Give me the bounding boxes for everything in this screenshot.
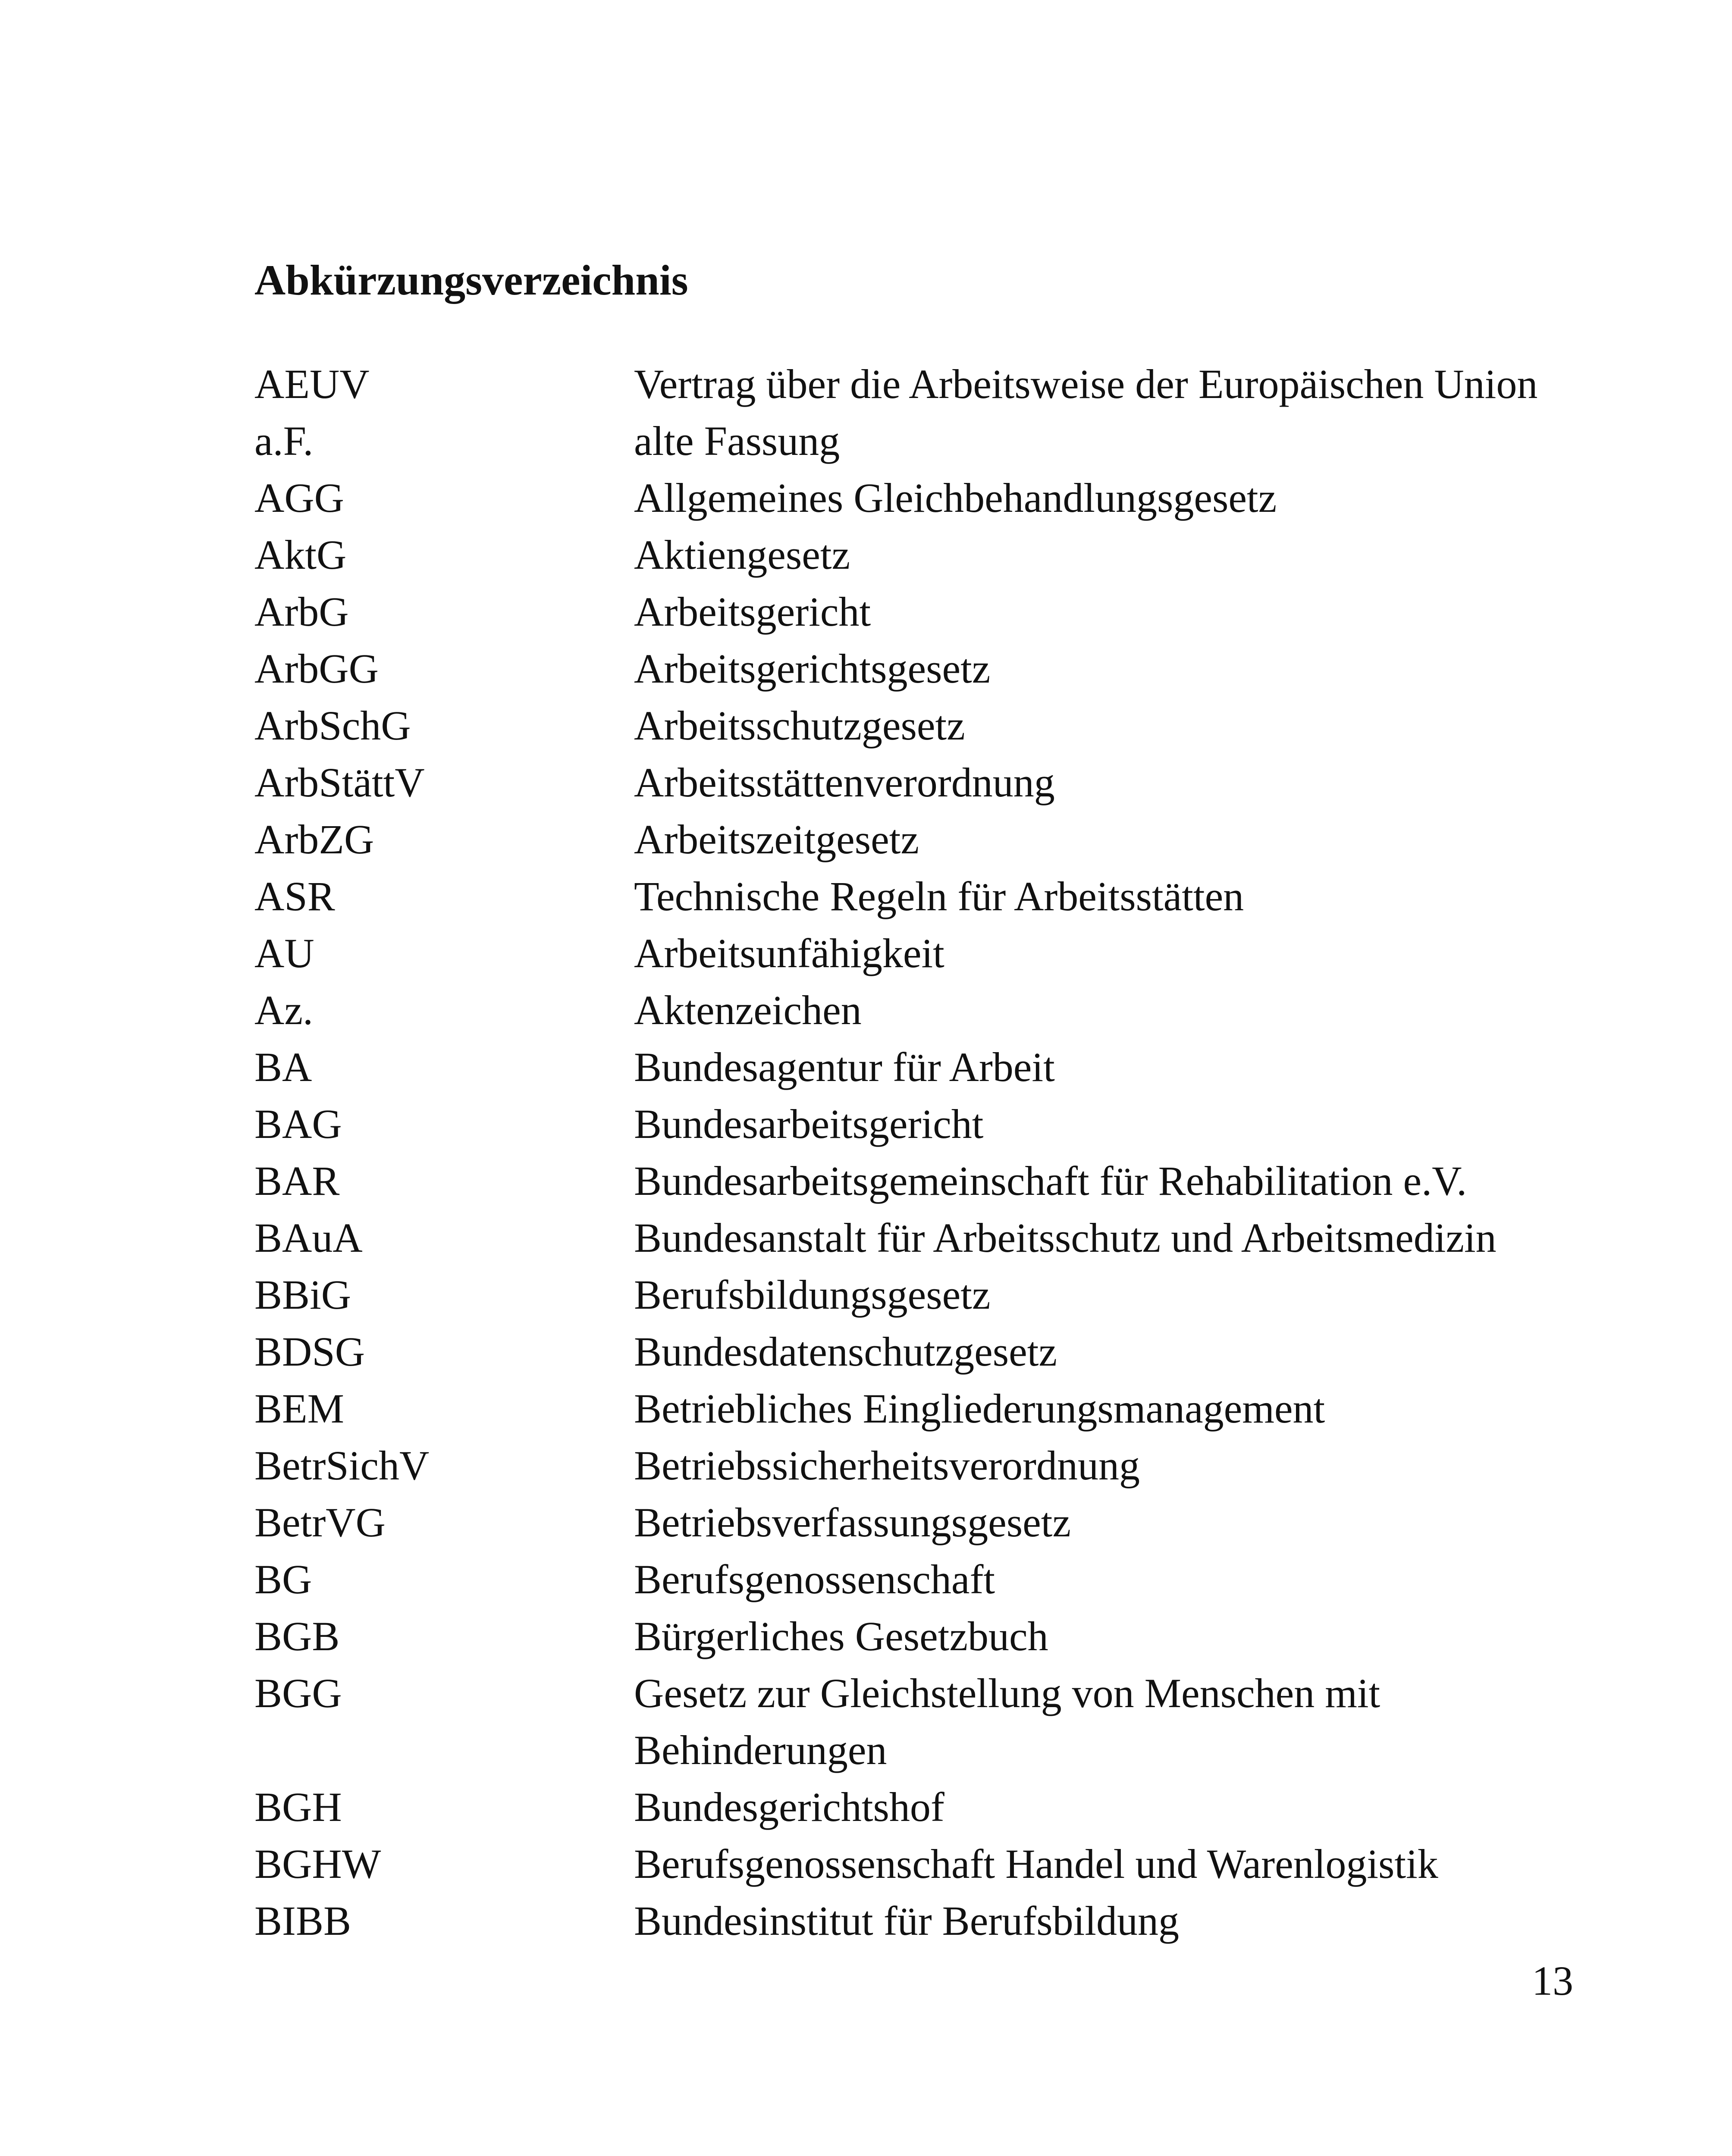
definition: Allgemeines Gleichbehandlungsgesetz [634,475,1277,521]
abbreviation: BGH [254,1784,342,1830]
list-item [254,1893,1613,1949]
abbreviation: a.F. [254,418,314,464]
definition: Arbeitsunfähigkeit [634,930,944,976]
list-item [254,754,1613,811]
definition: Arbeitsgericht [634,589,871,635]
abbreviation: BGG [254,1670,342,1716]
abbreviation: ArbSchG [254,702,411,749]
abbreviation: BDSG [254,1329,365,1375]
list-item [254,526,1613,583]
definition: Aktiengesetz [634,532,850,578]
definition: Berufsbildungsgesetz [634,1272,991,1318]
abbreviation: Az. [254,987,313,1033]
list-item [254,1608,1613,1665]
list-item [254,811,1613,868]
definition: Bundesanstalt für Arbeitsschutz und Arbeitsmedizin [634,1215,1497,1261]
list-item [254,1665,1613,1779]
definition: Bürgerliches Gesetzbuch [634,1613,1048,1659]
list-item [254,1779,1613,1836]
definition: Arbeitszeitgesetz [634,816,919,862]
definition: Gesetz zur Gleichstellung von Menschen mit Behinderungen [634,1670,1381,1773]
abbreviation: ArbStättV [254,759,425,805]
list-item [254,982,1613,1039]
abbreviation: BAG [254,1101,342,1147]
list-item [254,470,1613,526]
list-item [254,640,1613,697]
abbreviation: BG [254,1556,312,1602]
list-item [254,1153,1613,1210]
definition: Bundesgerichtshof [634,1784,944,1830]
list-item [254,925,1613,982]
abbreviation: BIBB [254,1898,351,1944]
abbreviation: ArbGG [254,646,379,692]
abbreviation: BA [254,1044,312,1090]
abbreviation: BAR [254,1158,340,1204]
definition: Arbeitsschutzgesetz [634,702,965,749]
abbreviation: AEUV [254,361,370,407]
page-number: 13 [1532,1958,1573,2004]
abbreviation: ArbZG [254,816,374,862]
abbreviation: BetrVG [254,1499,386,1545]
list-item [254,1836,1613,1893]
list-item [254,1437,1613,1494]
page-title: Abkürzungsverzeichnis [254,256,688,304]
definition: Arbeitsgerichtsgesetz [634,646,991,692]
definition: Berufsgenossenschaft [634,1556,995,1602]
list-item [254,697,1613,754]
abbreviation: BGB [254,1613,340,1659]
abbreviation: AGG [254,475,344,521]
abbreviation: ASR [254,873,335,919]
abbreviation: AU [254,930,314,976]
definition: Berufsgenossenschaft Handel und Warenlogistik [634,1841,1438,1887]
abbreviation: AktG [254,532,347,578]
abbreviation: BetrSichV [254,1442,430,1489]
list-item [254,868,1613,925]
list-item [254,1380,1613,1437]
definition: Betriebsverfassungsgesetz [634,1499,1071,1545]
definition: Betriebliches Eingliederungsmanagement [634,1385,1325,1432]
list-item [254,1096,1613,1153]
abbreviation: BEM [254,1385,345,1432]
list-item [254,1494,1613,1551]
definition: Arbeitsstättenverordnung [634,759,1055,805]
definition: Aktenzeichen [634,987,862,1033]
definition: Bundesinstitut für Berufsbildung [634,1898,1179,1944]
list-item [254,413,1613,470]
abbreviation: BGHW [254,1841,381,1887]
definition: Bundesagentur für Arbeit [634,1044,1055,1090]
list-item [254,1266,1613,1323]
definition: Betriebssicherheitsverordnung [634,1442,1140,1489]
definition: Vertrag über die Arbeitsweise der Europäischen Union [634,361,1538,407]
list-item [254,1323,1613,1380]
abbreviation: BBiG [254,1272,351,1318]
abbreviation: BAuA [254,1215,363,1261]
list-item [254,356,1613,413]
abbreviation-list [254,356,1613,1949]
list-item [254,1210,1613,1266]
list-item [254,583,1613,640]
definition: Bundesdatenschutzgesetz [634,1329,1057,1375]
list-item [254,1551,1613,1608]
abbreviation: ArbG [254,589,349,635]
list-item [254,1039,1613,1096]
definition: alte Fassung [634,418,840,464]
definition: Bundesarbeitsgericht [634,1101,984,1147]
definition: Technische Regeln für Arbeitsstätten [634,873,1244,919]
definition: Bundesarbeitsgemeinschaft für Rehabilitation e.V. [634,1158,1467,1204]
